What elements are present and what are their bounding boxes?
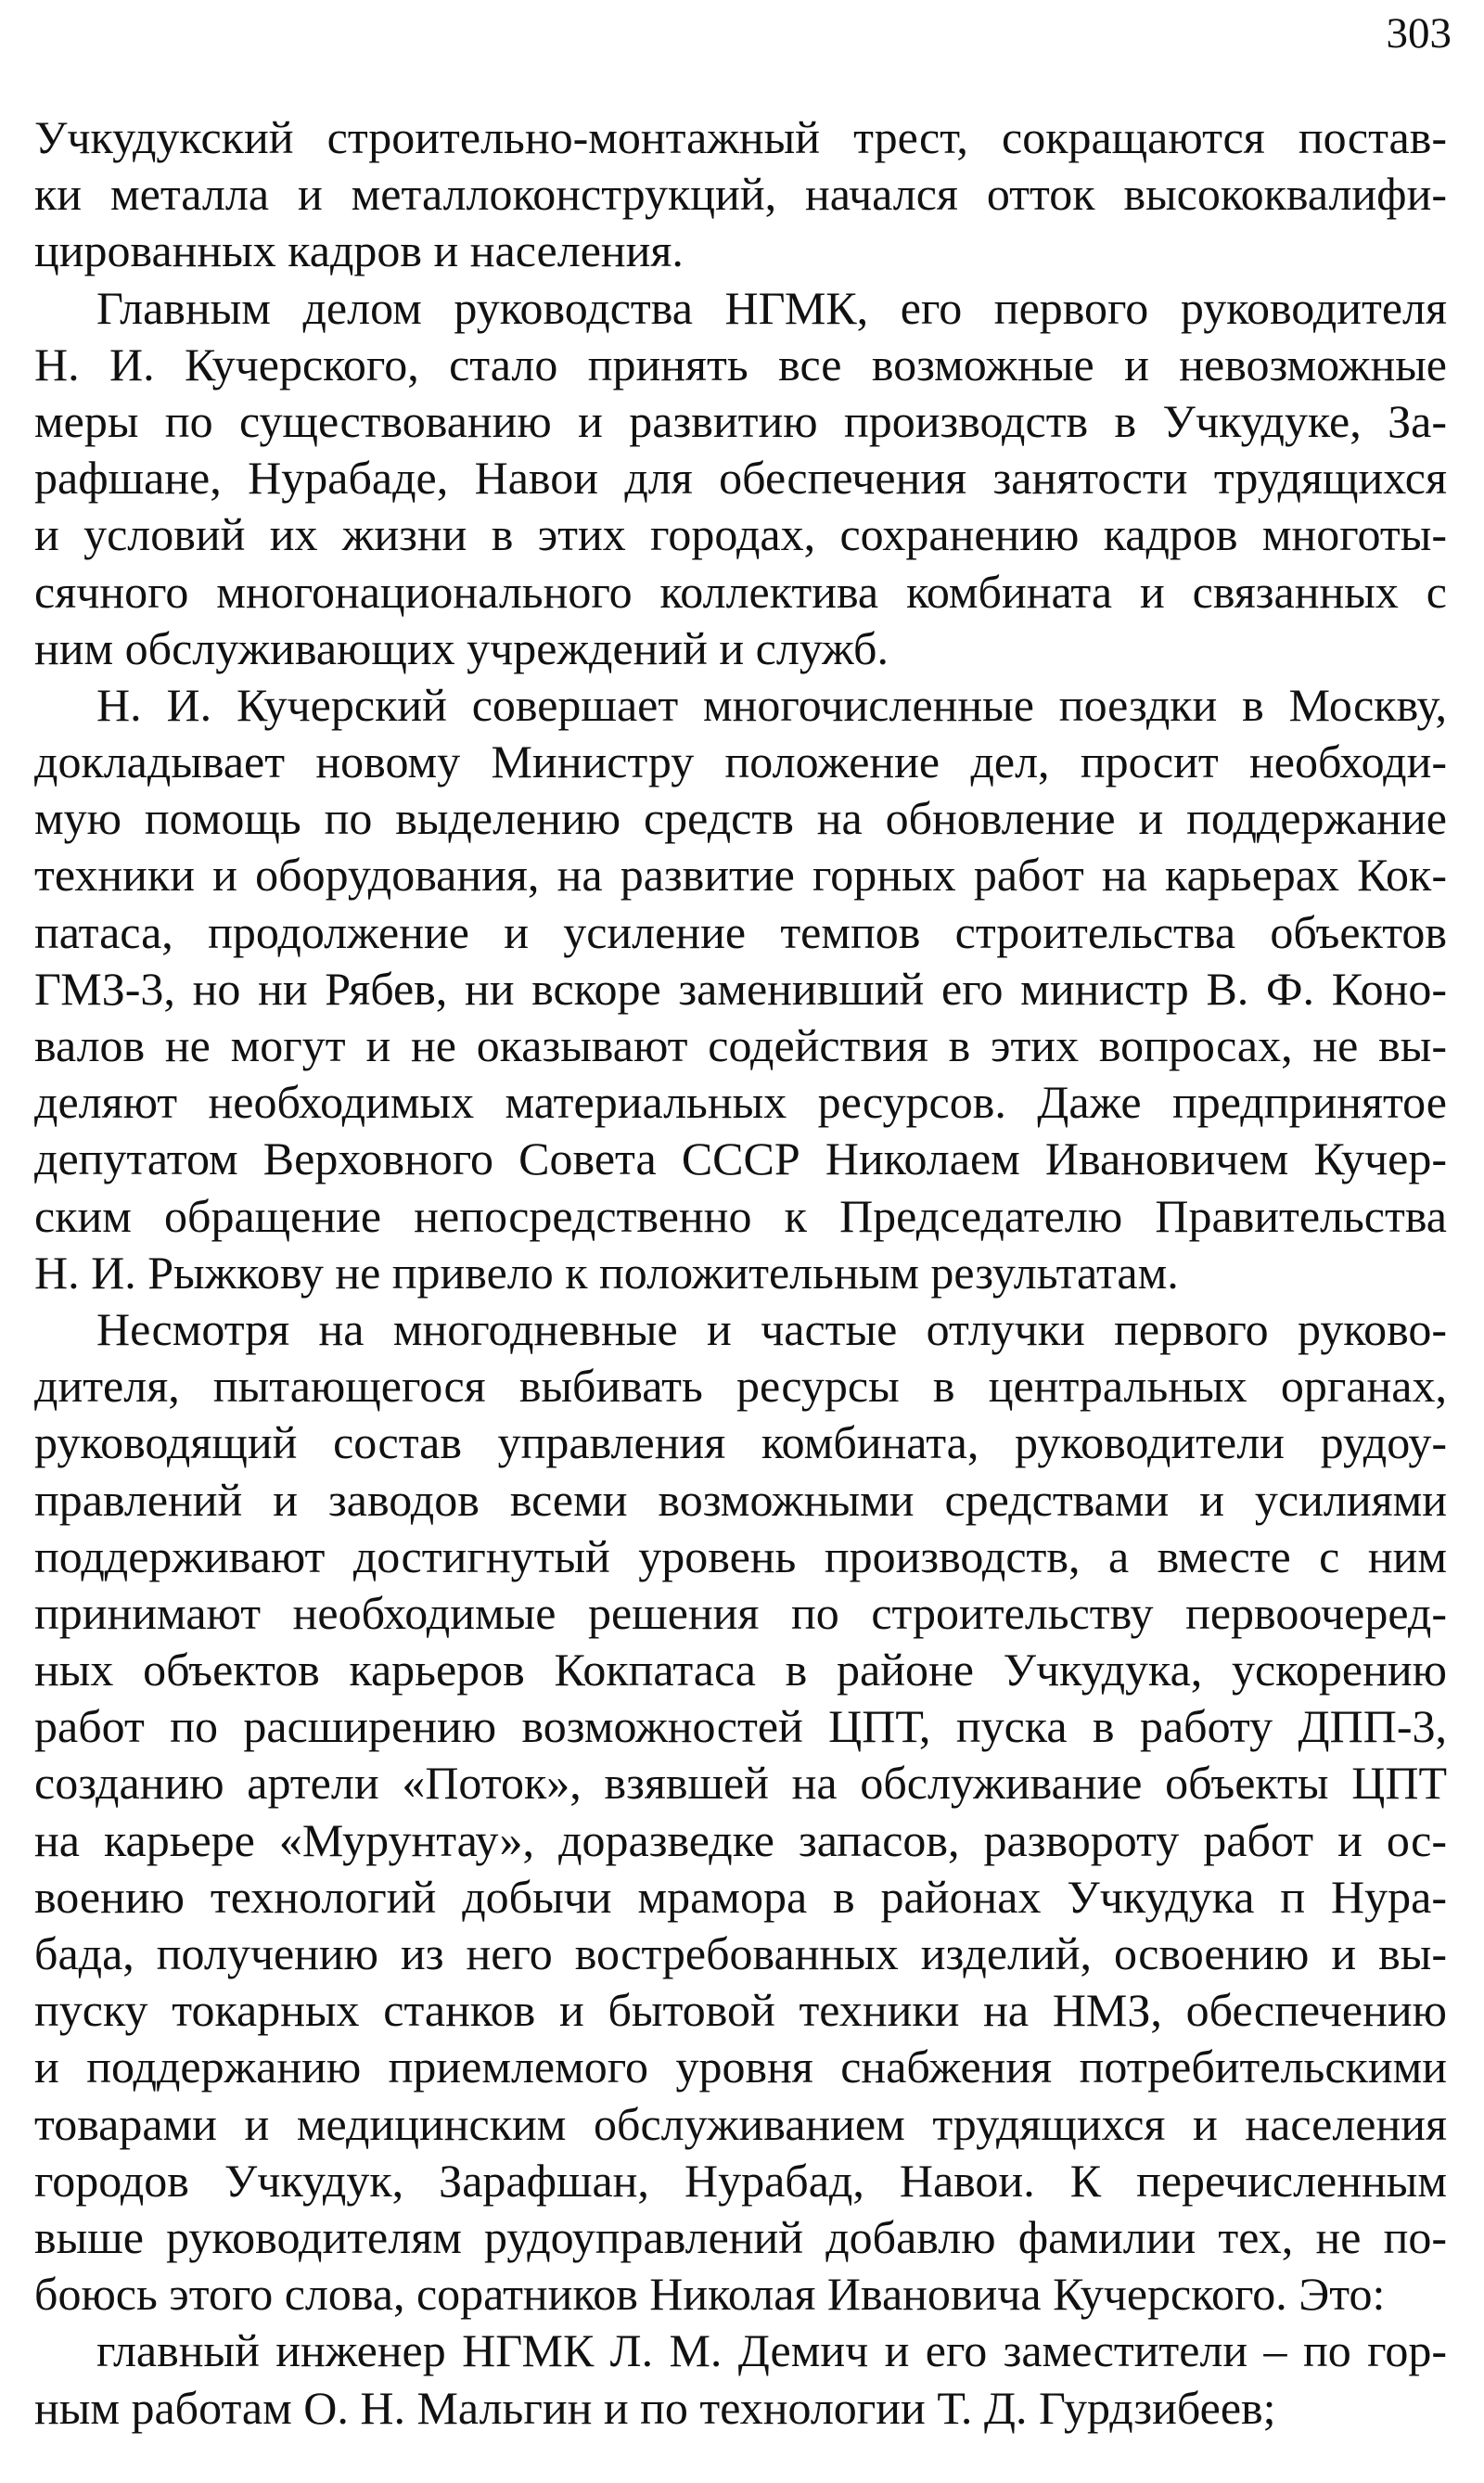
text-line: меры по существованию и развитию производств в Учкудуке, За- [34,394,1447,447]
text-line: депутатом Верховного Совета СССР Николаем Ивановичем Кучер- [34,1133,1447,1185]
text-line: руководящий состав управления комбината, руководители рудоу- [34,1416,1447,1469]
text-line: принимают необходимые решения по строительству первоочеред- [34,1586,1447,1639]
text-line: техники и оборудования, на развитие горных работ на карьерах Кок- [34,849,1447,902]
text-line: ним обслуживающих учреждений и служб. [34,621,889,674]
text-line: и поддержанию приемлемого уровня снабжения потребительскими [34,2041,1447,2093]
text-line: ки металла и металлоконструкций, начался отток высококвалифи- [34,168,1447,221]
text-line: Н. И. Рыжкову не привело к положительным результатам. [34,1246,1179,1299]
text-line: сячного многонационального коллектива комбината и связанных с [34,565,1447,618]
text-line: городов Учкудук, Зарафшан, Нурабад, Навои. К перечисленным [34,2154,1447,2207]
text-line: боюсь этого слова, соратников Николая Ивановича Кучерского. Это: [34,2268,1386,2321]
text-line: рафшане, Нурабаде, Навои для обеспечения занятости трудящихся [34,452,1447,505]
text-line: работ по расширению возможностей ЦПТ, пуска в работу ДПП-3, [34,1700,1447,1753]
text-line: дителя, пытающегося выбивать ресурсы в центральных органах, [34,1360,1447,1413]
text-line: Несмотря на многодневные и частые отлучки первого руково- [96,1302,1447,1355]
text-line: бада, получению из него востребованных изделий, освоению и вы- [34,1927,1447,1979]
text-line: Учкудукский строительно-монтажный трест, сокращаются постав- [34,111,1447,163]
text-line: цированных кадров и населения. [34,224,684,277]
text-line: деляют необходимых материальных ресурсов. Даже предпринятое [34,1076,1447,1129]
text-line: докладывает новому Министру положение дел, просит необходи- [34,736,1447,788]
body-text [34,109,1447,2437]
text-line: правлений и заводов всеми возможными средствами и усилиями [34,1473,1447,1526]
text-line: Н. И. Кучерского, стало принять все возможные и невозможные [34,338,1447,390]
text-line: воению технологий добычи мрамора в районах Учкудука п Нура- [34,1870,1447,1923]
text-line: созданию артели «Поток», взявшей на обслуживание объекты ЦПТ [34,1757,1447,1810]
page-number: 303 [1386,9,1452,58]
text-line: выше руководителям рудоуправлений добавлю фамилии тех, не по- [34,2210,1447,2263]
text-line: Н. И. Кучерский совершает многочисленные поездки в Москву, [96,678,1447,731]
text-line: товарами и медицинским обслуживанием трудящихся и населения [34,2097,1447,2150]
text-line: патаса, продолжение и усиление темпов строительства объектов [34,905,1447,958]
text-line: пуску токарных станков и бытовой техники на НМЗ, обеспечению [34,1984,1447,2037]
text-line: ным работам О. Н. Мальгин и по технологии Т. Д. Гурдзибеев; [34,2381,1276,2434]
text-line: мую помощь по выделению средств на обновление и поддержание [34,792,1447,845]
text-line: ных объектов карьеров Кокпатаса в районе Учкудука, ускорению [34,1644,1447,1696]
text-line: поддерживают достигнутый уровень производств, а вместе с ним [34,1529,1447,1582]
text-line: и условий их жизни в этих городах, сохранению кадров многоты- [34,508,1447,561]
text-line: ГМЗ-3, но ни Рябев, ни вскоре заменивший его министр В. Ф. Коно- [34,962,1447,1015]
text-line: ским обращение непосредственно к Председателю Правительства [34,1189,1447,1242]
text-line: главный инженер НГМК Л. М. Демич и его заместители – по гор- [96,2324,1447,2377]
text-line: на карьере «Мурунтау», доразведке запасов, развороту работ и ос- [34,1813,1447,1866]
text-line: валов не могут и не оказывают содействия в этих вопросах, не вы- [34,1019,1447,1071]
text-line: Главным делом руководства НГМК, его первого руководителя [96,281,1447,334]
